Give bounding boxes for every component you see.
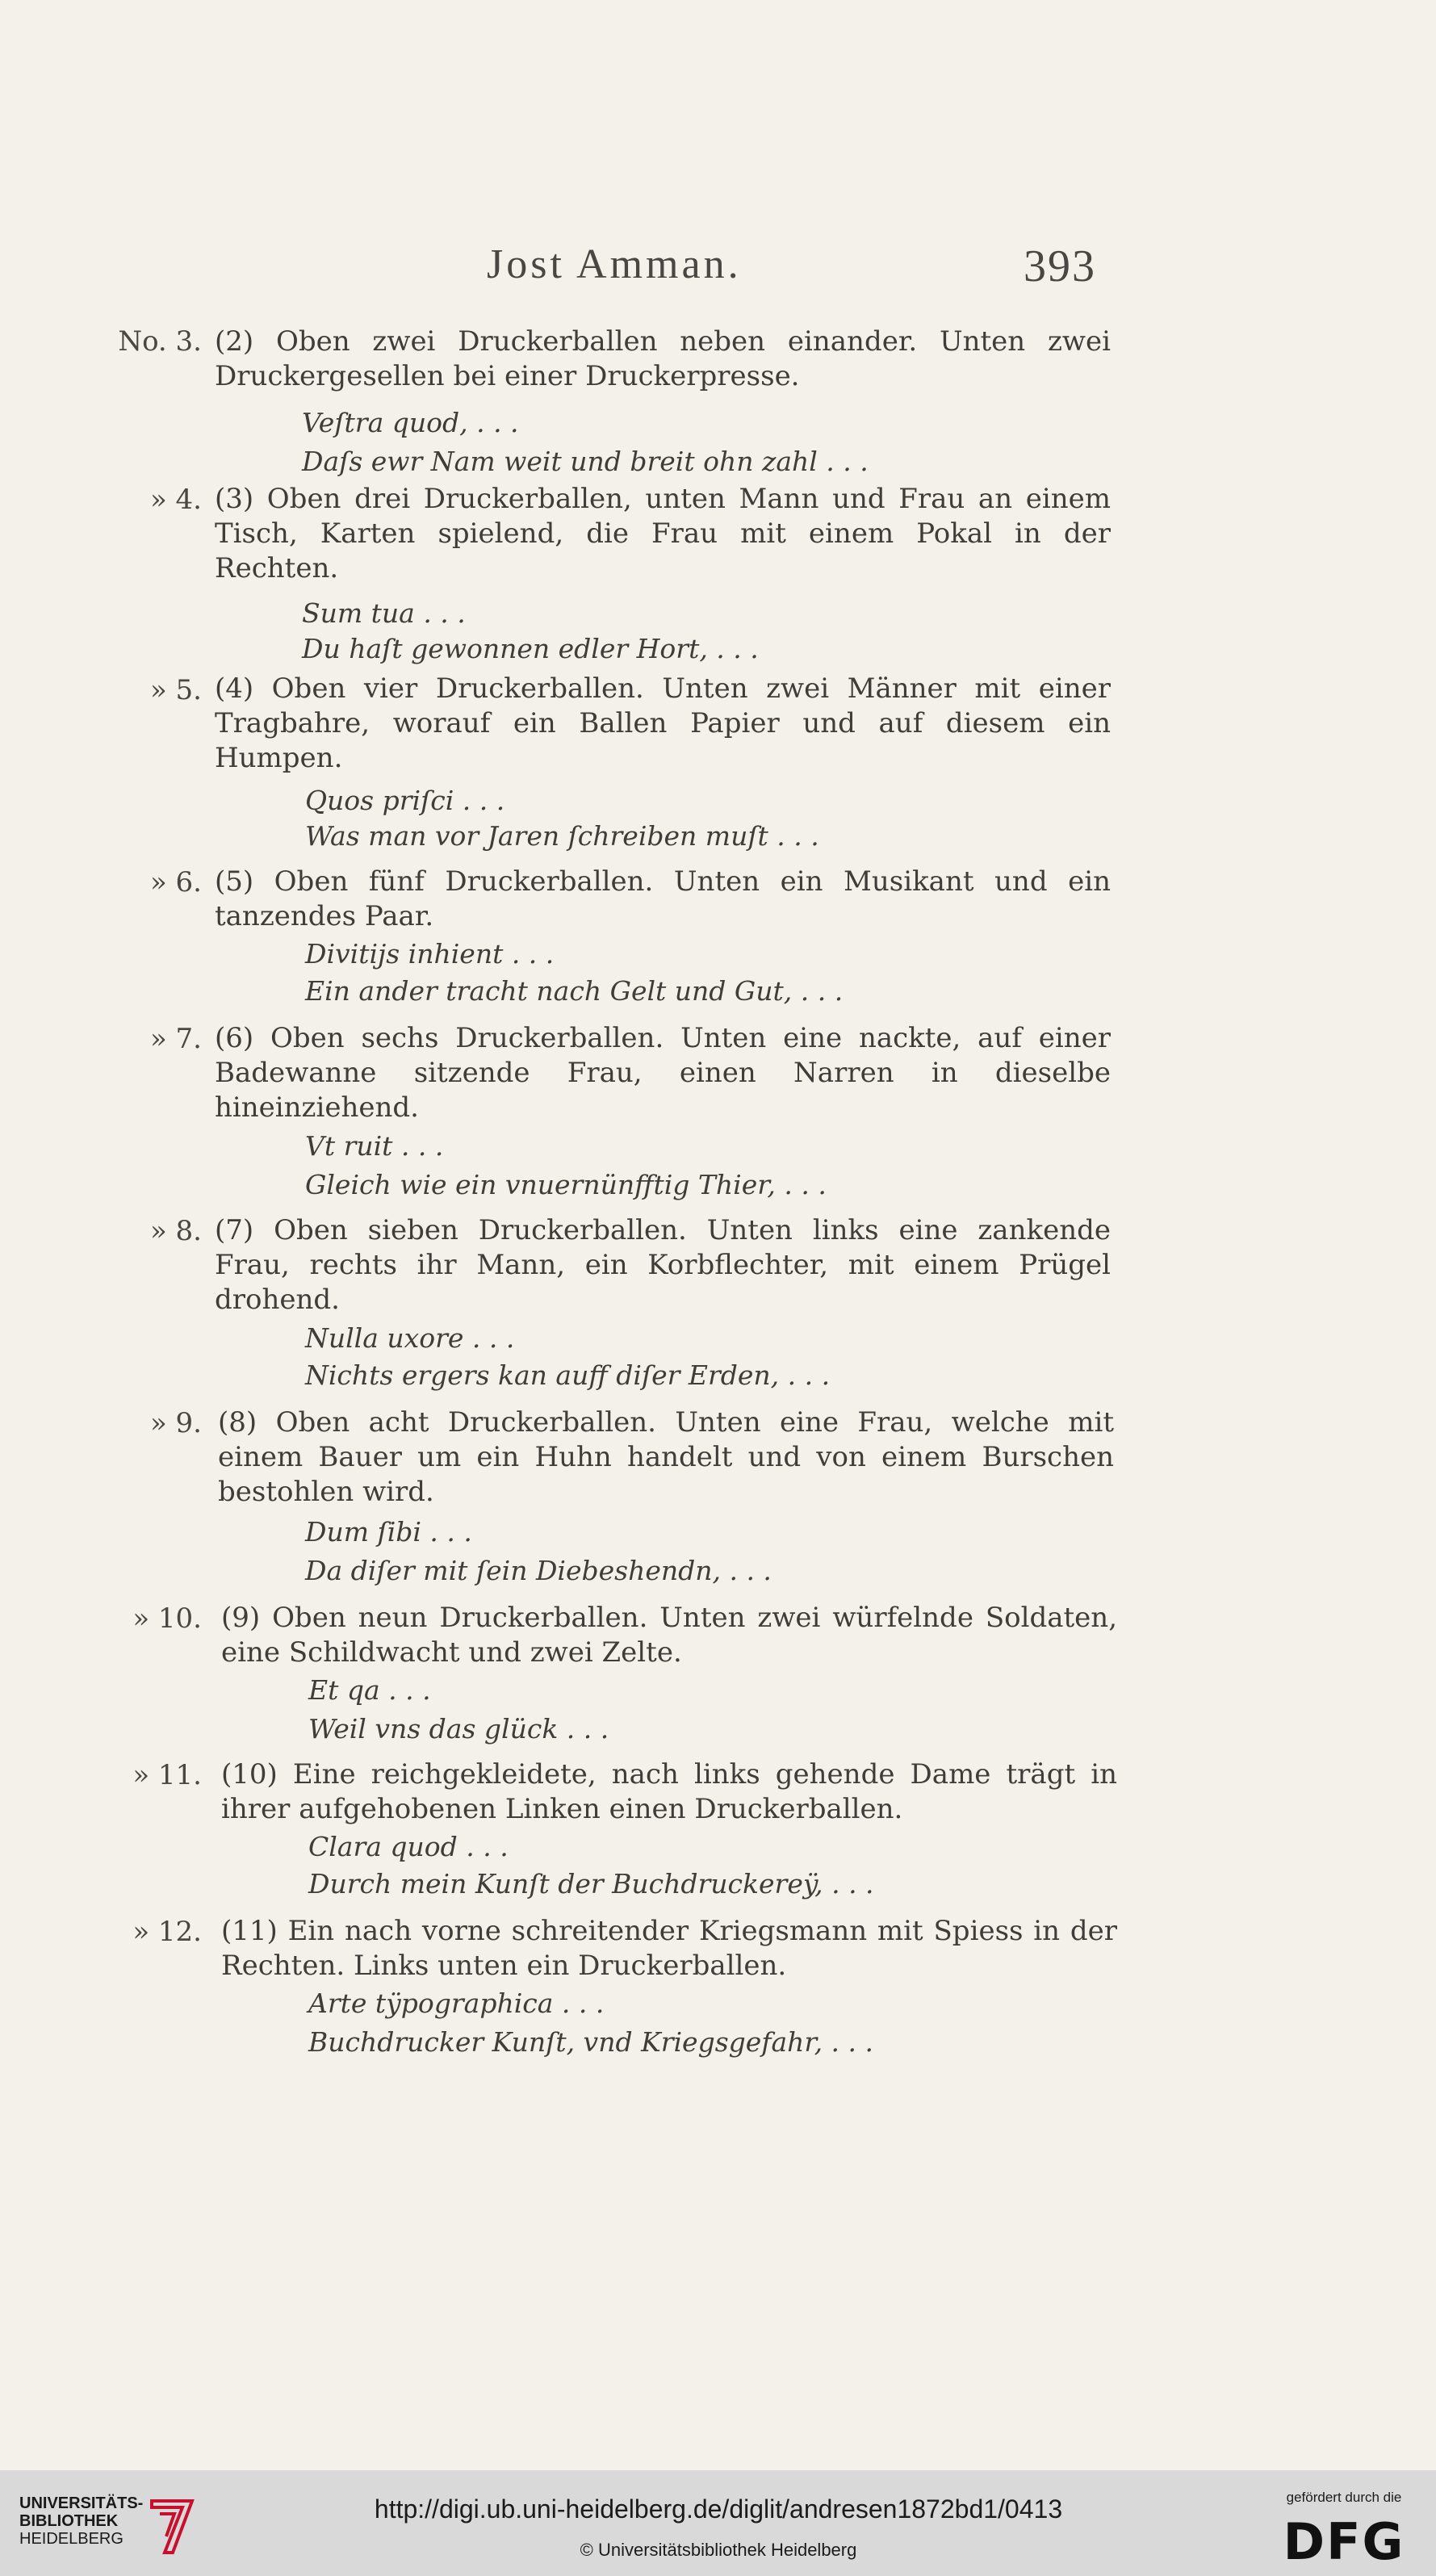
german-incipit: Nichts ergers kan auff diſer Erden, . . . <box>305 1359 831 1391</box>
german-incipit: Da diſer mit ſein Diebeshendn, . . . <box>305 1555 772 1586</box>
entry-number: » 9. <box>149 1407 202 1439</box>
page-number: 393 <box>1024 241 1096 291</box>
latin-incipit: Nulla uxore . . . <box>305 1322 515 1354</box>
latin-incipit: Vt ruit . . . <box>305 1130 444 1162</box>
german-incipit: Daſs ewr Nam weit und breit ohn zahl . . . <box>302 446 869 477</box>
entry-description: (8) Oben acht Druckerballen. Unten eine Frau, welche mit einem Bauer um ein Huhn handelt und von einem Burschen bestohlen wird. <box>218 1406 1114 1508</box>
copyright-notice: © Universitätsbibliothek Heidelberg <box>580 2540 857 2560</box>
german-incipit: Was man vor Jaren ſchreiben muſt . . . <box>305 820 819 852</box>
german-incipit: Ein ander tracht nach Gelt und Gut, . . . <box>305 975 844 1007</box>
entry-number: » 5. <box>149 674 202 706</box>
library-name-line: BIBLIOTHEK <box>19 2512 119 2530</box>
german-incipit: Weil vns das glück . . . <box>308 1713 609 1745</box>
entry-number: » 8. <box>149 1215 202 1247</box>
library-emblem-icon <box>142 2494 207 2559</box>
entry-number: » 11. <box>132 1759 202 1791</box>
german-incipit: Gleich wie ein vnuernünfftig Thier, . . . <box>305 1169 827 1200</box>
entry-description: (9) Oben neun Druckerballen. Unten zwei würfelnde Soldaten, eine Schildwacht und zwei Zelte. <box>221 1602 1117 1669</box>
library-logo[interactable] <box>19 2494 213 2559</box>
entry-number: No. 3. <box>118 325 202 358</box>
entry-description: (4) Oben vier Druckerballen. Unten zwei Männer mit einer Tragbahre, worauf ein Ballen Papier und auf diesem ein Humpen. <box>215 672 1111 774</box>
entry-description: (2) Oben zwei Druckerballen neben einander. Unten zwei Druckergesellen bei einer Druckerpresse. <box>215 325 1111 392</box>
german-incipit: Durch mein Kunſt der Buchdruckereÿ, . . . <box>308 1868 874 1900</box>
entry-number: » 12. <box>132 1916 202 1948</box>
latin-incipit: Veſtra quod, . . . <box>302 407 519 438</box>
entry-description: (5) Oben fünf Druckerballen. Unten ein Musikant und ein tanzendes Paar. <box>215 865 1111 932</box>
library-wordmark <box>19 2494 149 2548</box>
german-incipit: Buchdrucker Kunſt, vnd Kriegsgefahr, . . . <box>308 2026 874 2058</box>
permalink[interactable]: http://digi.ub.uni-heidelberg.de/diglit/andresen1872bd1/0413 <box>374 2494 1063 2524</box>
latin-incipit: Sum tua . . . <box>302 597 466 629</box>
entry-description: (6) Oben sechs Druckerballen. Unten eine nackte, auf einer Badewanne sitzende Frau, einen Narren in dieselbe hineinziehend. <box>215 1022 1111 1124</box>
entry-number: » 7. <box>149 1023 202 1055</box>
entry-number: » 6. <box>149 866 202 898</box>
library-name-line: UNIVERSITÄTS- <box>19 2494 144 2512</box>
running-title: Jost Amman. <box>487 241 742 287</box>
entry-number: » 10. <box>132 1602 202 1635</box>
latin-incipit: Clara quod . . . <box>308 1831 509 1862</box>
library-name-line: HEIDELBERG <box>19 2530 124 2548</box>
latin-incipit: Quos priſci . . . <box>305 785 505 816</box>
latin-incipit: Dum ſibi . . . <box>305 1516 472 1548</box>
latin-incipit: Divitijs inhient . . . <box>305 938 555 970</box>
dfg-logo[interactable]: DFG <box>1283 2512 1405 2571</box>
latin-incipit: Et qa . . . <box>308 1674 431 1706</box>
entry-description: (11) Ein nach vorne schreitender Kriegsmann mit Spiess in der Rechten. Links unten ein Druckerballen. <box>221 1915 1117 1982</box>
entry-description: (10) Eine reichgekleidete, nach links gehende Dame trägt in ihrer aufgehobenen Linken einen Druckerballen. <box>221 1758 1117 1825</box>
entry-description: (3) Oben drei Druckerballen, unten Mann und Frau an einem Tisch, Karten spielend, die Frau mit einem Pokal in der Rechten. <box>215 483 1111 584</box>
viewer-footer <box>0 2470 1436 2576</box>
entry-number: » 4. <box>149 484 202 516</box>
entry-description: (7) Oben sieben Druckerballen. Unten links eine zankende Frau, rechts ihr Mann, ein Korbflechter, mit einem Prügel drohend. <box>215 1214 1111 1316</box>
german-incipit: Du haſt gewonnen edler Hort, . . . <box>302 633 759 664</box>
latin-incipit: Arte tÿpographica . . . <box>308 1987 605 2019</box>
funding-note: gefördert durch die <box>1286 2490 1402 2505</box>
